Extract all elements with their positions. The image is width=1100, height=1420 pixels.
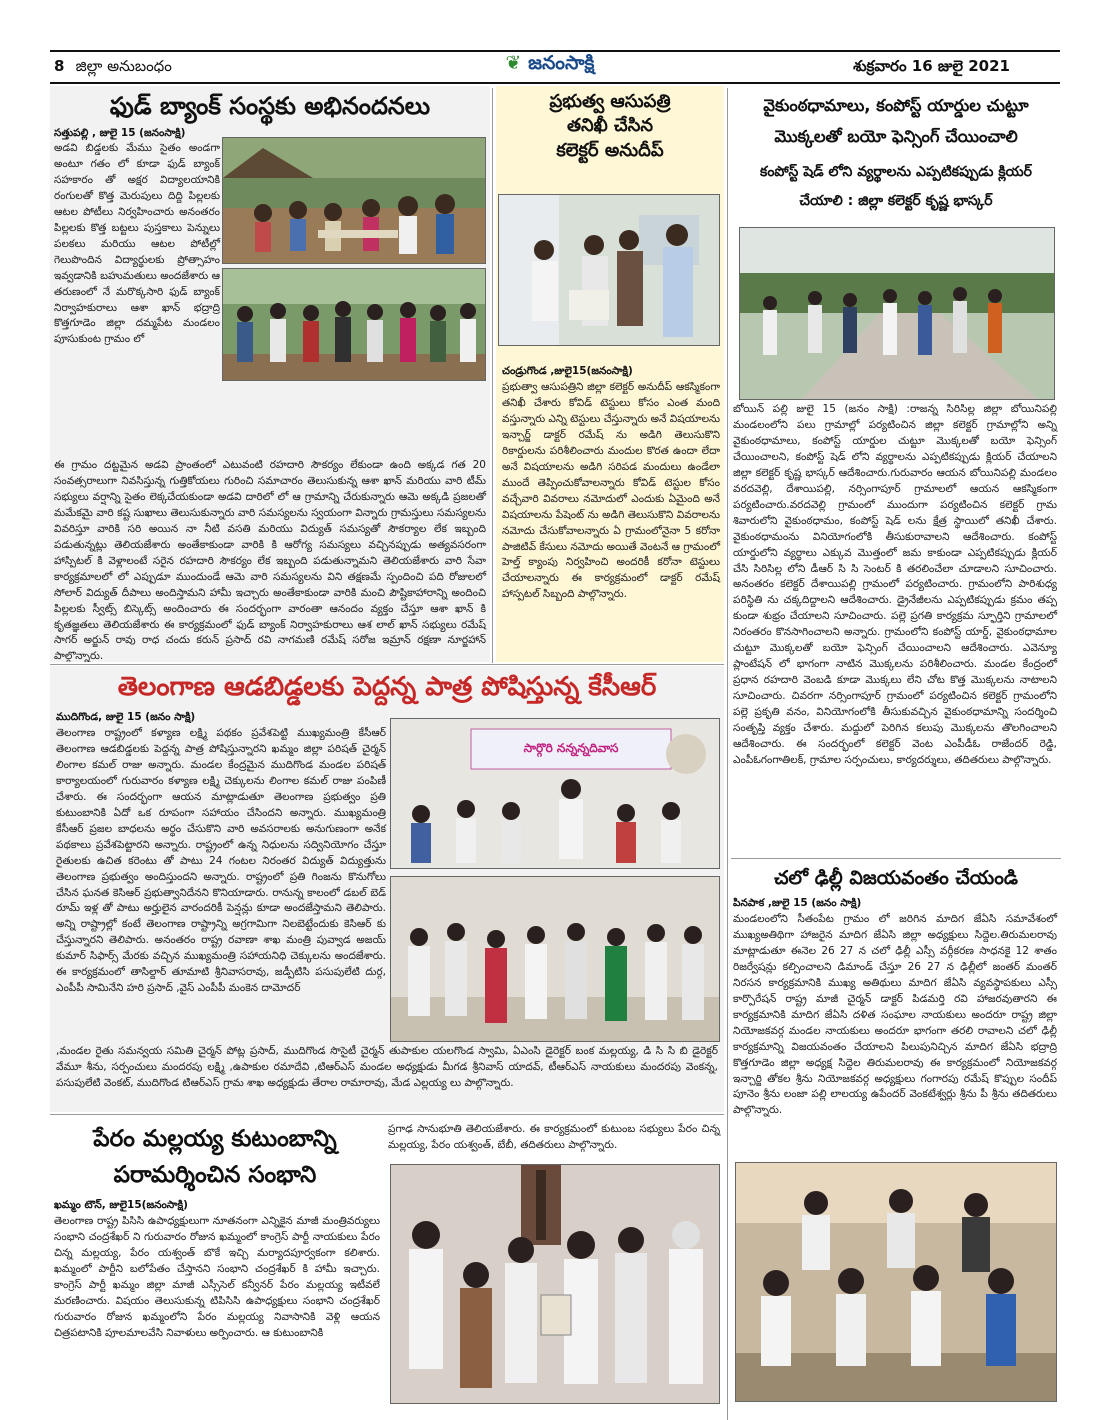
peram-headline-line2: పరామర్శించిన సంభాని bbox=[113, 1161, 317, 1188]
telangana-body-wide: ,మండల రైతు సమన్వయ సమితి చైర్మన్ పోట్ల ప్రసాద్, ముదిగొండ సొసైటీ చైర్మన్ తుపాకుల యలగొండ స్వామి, ఏఎంసి డైరెక్టర్ బంక మల్లయ్య, డి సి సి బి డైరెక్టర్ వేమూ శీను, సర్పంచులు మందరపు లక్ష్మి ,ఉపాకుల రమాదేవి ,టిఆర్ఎస్ మండల అధ్యక్షుడు మీగడ శ్రీనివాస్ యాదవ్, టీఆర్ఎస్ నాయకులు మందరపు వెంకన్న, పసుపులేటి వెంకట్, ముదిగొండ టిఆర్ఎస్ గ్రామ శాఖ అధ్యక్షుడు తేరాల రామారావు, మేడ ఎల్లయ్య లు పాల్గొన్నారు. bbox=[56, 1045, 718, 1089]
food-bank-para1: అడవి బిడ్డలకు మేము సైతం అండగా అంటూ గతం లో కూడా ఫుడ్ బ్యాంక్ సహకారం తో అక్షర విద్యాలయానికి రంగులతో కొత్త మెరుపులు దిద్ది పిల్లలకు ఆటల పోటీలు నిర్వహించారు అనంతరం పిల్లలకు కొత్త బట్టలు పుస్తకాలు పెన్నులు పలకలు మరియు ఆటల పోటీల్లో గెలుపొందిన విద్యార్థులకు ప్రోత్సాహం ఇవ్వడానికి బహుమతులు అందజేశారు ఆ తరుణంలో నే మరొక్కసారి ఫుడ్ బ్యాంక్ నిర్వాహకురాలు ఆశా ఖాన్ భద్రాద్రి కొత్తగూడెం జిల్లా దమ్మపేట మండలం పూసుకుంట గ్రామం లో bbox=[54, 142, 220, 346]
section-name: జిల్లా అనుబంధం bbox=[75, 57, 172, 75]
peram-headline-line1: పేరం మల్లయ్య కుటుంబాన్ని bbox=[93, 1126, 337, 1152]
chalo-photo bbox=[735, 1162, 1057, 1402]
vaikunta-photo bbox=[739, 227, 1055, 400]
paper-logo bbox=[420, 52, 680, 80]
vaikunta-subhead-line1: కంపోస్ట్ షెడ్ లోని వ్యర్థాలను ఎప్పటికప్పుడు క్లియర్ bbox=[760, 164, 1032, 180]
hospital-headline bbox=[496, 90, 724, 163]
hospital-article bbox=[496, 86, 724, 662]
vaikunta-subhead bbox=[731, 158, 1061, 217]
food-bank-para2: ఈ గ్రామం దట్టమైన అడవి ప్రాంతంలో ఎటువంటి రహదారి సౌకర్యం లేకుండా ఉంది అక్కడ గత 20 సంవత్సరాలుగా నివసిస్తున్న గుత్తికోయలు గురించి సమాచారం తెలుసుకున్న ఆశా ఖాన్ మరియు వారి టీమ్ సభ్యులు వర్షాన్ని సైతం లెక్కచేయకుండా అడవి దారిలో లో ఆ గ్రామాన్ని చేరుకున్నారు ఆమె అక్కడి ప్రజలతో మమేకమై వారి కష్ట సుఖాలు తెలుసుకున్నారు వారి సమస్యలను స్వయంగా విన్నారు గ్రామస్తులు సమస్యలను వివరిస్తూ వారికి సరి అయిన నా నీటి వసతి మరియు విద్యుత్ సమస్యతో సౌకర్యాల లేక ఇబ్బంది పడుతున్నట్లు తెలియజేశారు అంతేకాకుండా వారికి కి ఆరోగ్య సమస్యలు వచ్చినప్పుడు అత్యవసరంగా హాస్పిటల్ కి వెళ్లాలంటే సరైన రహదారి సౌకర్యం లేక ఇబ్బంది పడుతున్నామని తెలియజేశారు వారి సేవా కార్యక్రమాలలో లో ఎప్పుడూ ముందుండే ఆమె వారి సమస్యలను విని తక్షణమే స్పందించి పది రోజులలో సోలార్ విద్యుత్ దీపాలు అందిస్తామని హామీ ఇచ్చారు అంతేకాకుండా వారికి మంచి పౌష్టికాహారాన్ని అందించి పిల్లలకు స్వీట్స్ బిస్కెట్స్ అందించారు ఈ సందర్భంగా వారంతా ఆనందం వ్యక్తం చేస్తూ ఆశా ఖాన్ కి కృతజ్ఞతలు తెలియజేశారు ఈ కార్యక్రమంలో ఫుడ్ బ్యాంక్ నిర్వాహకురాలు ఆశ లాల్ ఖాన్ సభ్యులు రమేష్ సాగర్ అర్జున్ రావు రాధ చందు కరున్ ప్రసాద్ రవి నాగమణి రమేష్ సరోజ ఇమ్రాన్ రక్షణా నూర్జహాన్ పాల్గొన్నారు. bbox=[54, 459, 486, 662]
food-bank-dateline: సత్తుపల్లి , జులై 15 (జనంసాక్షి) bbox=[54, 127, 186, 139]
peram-body: తెలంగాణ రాష్ట్ర పిసిసి ఉపాధ్యక్షులుగా నూతనంగా ఎన్నికైన మాజీ మంత్రివర్యులు సంభాని చంద్రశేఖర్ ని గురువారం రోజున ఖమ్మంలో కాంగ్రెస్ పార్టీ నాయకులు పేరం చిన్న మల్లయ్య, పేరం యశ్వంత్ బొకే ఇచ్చి మర్యాదపూర్వకంగా కలిశారు. ఖమ్మంలో పార్టీని బలోపేతం చేస్తానని సంభాని చంద్రశేఖర్ కి హామీ ఇచ్చారు. కాంగ్రెస్ పార్టీ ఖమ్మం జిల్లా మాజీ ఎస్సీసెల్ కన్వీనర్ పేరం మల్లయ్య ఇటీవలే మరణించారు. విషయం తెలుసుకున్న టిపిసిసి ఉపాధ్యక్షులు సంభాని చంద్రశేఖర్ గురువారం రోజున ఖమ్మంలోని పేరం మల్లయ్య నివాసానికి వెళ్లి ఆయన చిత్రపటానికి పూలమాలవేసి నివాళులు అర్పించారు. ఆ కుటుంబానికి bbox=[54, 1215, 380, 1339]
leaf-icon: ❦ bbox=[505, 52, 522, 74]
section-rule bbox=[50, 664, 724, 665]
telangana-body: తెలంగాణ రాష్ట్రంలో కళ్యాణ లక్ష్మి పథకం ప్రవేశపెట్టి ముఖ్యమంత్రి కేసీఆర్ తెలంగాణ ఆడబిడ్డలకు పెద్దన్న పాత్ర పోషిస్తున్నారని ఖమ్మం జిల్లా పరిషత్ చైర్మన్ లింగాల కమల్ రాజు అన్నారు. మండల కేంద్రమైన ముదిగొండ మండల పరిషత్ కార్యాలయంలో గురువారం కళ్యాణ లక్ష్మి చెక్కులను లింగాల కమల్ రాజు పంపిణీ చేశారు. ఈ సందర్భంగా ఆయన మాట్లాడుతూ తెలంగాణ ప్రభుత్వం ప్రతి కుటుంబానికి ఏదో ఒక రూపంగా సహాయం చేసిందని అన్నారు. ముఖ్యమంత్రి కేసీఆర్ ప్రజల బాధలను అర్థం చేసుకొని వారి అవసరాలకు అనుగుణంగా అనేక పథకాలు ప్రవేశపెట్టారని అన్నారు. రాష్ట్రంలో ఉన్న నిధులను సద్వినియోగం చేస్తూ రైతులకు ఉచిత కరెంటు తో పాటు 24 గంటల నిరంతర విద్యుత్ విద్యుత్తును తెలంగాణ ప్రభుత్వం అందిస్తుందని అన్నారు. రాష్ట్రంలో ప్రతి గింజను కొనుగోలు చేసిన ఘనత కెసిఆర్ ప్రభుత్వానిదేనని కొనియాడారు. రానున్న కాలంలో డబల్ బెడ్ రూమ్ ఇళ్ల తో పాటు అర్హులైన వారందరికీ పెన్షన్లు కూడా అందజేస్తామని తెలిపారు. అన్ని రాష్ట్రాల్లో కంటే తెలంగాణ రాష్ట్రాన్ని అగ్రగామిగా నిలబెట్టేందుకు కెసిఆర్ కు చేస్తున్నారని తెలిపారు. అనంతరం రాష్ట్ర రవాణా శాఖ మంత్రి పువ్వాడ అజయ్ కుమార్ సిఫార్స్ మేరకు వచ్చిన ముఖ్యమంత్రి సహాయనిధి చెక్కులను అందజేశారు. ఈ కార్యక్రమంలో తాసిల్దార్ తూమాటి శ్రీనివాసరావు, జడ్పీటిసి పసుపులేటి దుర్గ, ఎంపీపీ సామినేని హరి ప్రసాద్ ,వైస్ ఎంపీపీ మంకెన దామోదర్ bbox=[56, 727, 386, 995]
issue-date: శుక్రవారం 16 జులై 2021 bbox=[853, 57, 1010, 75]
food-bank-photo-2 bbox=[222, 268, 486, 381]
peram-headline bbox=[50, 1122, 380, 1193]
paper-name: జనంసాక్షి bbox=[528, 52, 595, 74]
section-rule bbox=[50, 1114, 724, 1115]
vaikunta-article bbox=[731, 86, 1061, 856]
vaikunta-body: బోయిన్ పల్లి జులై 15 (జనం సాక్షి) :రాజన్న సిరిసిల్ల జిల్లా బోయినిపల్లి మండలంలోని పలు గ్రామాల్లో పర్యటించిన జిల్లా కలెక్టర్ గ్రామాల్లోని అన్ని వైకుంఠధామాలు, కంపోస్ట్ యార్డుల చుట్టూ మొక్కలతో బయో ఫెన్సింగ్ చేయించాలని, కంపోస్ట్ షెడ్ లోని వ్యర్థాలను ఎప్పటికప్పుడు క్లియర్ చేయాలని జిల్లా కలెక్టర్ కృష్ణ భాస్కర్ ఆదేశించారు.గురువారం ఆయన బోయినిపల్లి మండలం వరదవెల్లి, దేశాయిపల్లి, నర్సింగాపూర్ గ్రామాలలో ఆయన ఆకస్మికంగా పర్యటించారు.వరదవెల్లి గ్రామంలో ముందుగా పర్యటించిన కలెక్టర్ గ్రామ శివారులోని వైకుంఠధామం, కంపోస్ట్ షెడ్ లను క్షేత్ర స్థాయిలో తనిఖీ చేశారు. వైకుంఠధామంను వినియోగంలోకి తీసుకురావాలని ఆదేశించారు. కంపోస్ట్ యార్డులోని వ్యర్థాలు ఎక్కువ మొత్తంలో జమ కాకుండా ఎప్పటికప్పుడు క్లియర్ చేసి సిరిసిల్ల లోని డీఆర్ సి సి సెంటర్ కి తరలించేలా చూడాలని సూచించారు. అనంతరం కలెక్టర్ దేశాయిపల్లి గ్రామంలో పర్యటించారు. గ్రామంలోని పారిశుధ్య పరిస్థితి ను చక్కదిద్దాలని ఆదేశించారు. డ్రైనేజీలను ఎప్పటికప్పుడు క్రమం తప్ప కుండా శుభ్రం చేయాలని సూచించారు. పల్లె ప్రగతి కార్యక్రమ స్ఫూర్తిని గ్రామాలలో నిరంతరం కొనసాగించాలని అన్నారు. గ్రామంలోని కంపోస్ట్ యార్డ్, వైకుంఠధామాల చుట్టూ మొక్కలతో బయో ఫెన్సింగ్ చేయించాలని ఆదేశించారు. ఎవెన్యూ ప్లాంటేషన్ లో భాగంగా నాటిన మొక్కలను పరిశీలించారు. మండల కేంద్రంలో ప్రధాన రహదారి వెంబడి కూడా మొక్కలు లేని చోట కొత్త మొక్కలను నాటాలని సూచించారు. చివరగా నర్సింగాపూర్ గ్రామంలో పర్యటించిన కలెక్టర్ గ్రామంలోని పల్లె ప్రకృతి వనం, వినియోగంలోకి తీసుకువచ్చిన వైకుంఠధామాన్ని సందర్శించి సంతృప్తి వ్యక్తం చేశారు. మద్దులో పెరిగిన కలుపు మొక్కలను తొలగించాలని ఆదేశించారు. ఈ సందర్భంలో కలెక్టర్ వెంట ఎంపీడీఓ రాజేందర్ రెడ్డి, ఎంపీఓగంగాతిలక్, గ్రామాల సర్పంచులు, కార్యదర్శులు, తదితరులు పాల్గొన్నారు. bbox=[733, 403, 1057, 766]
hospital-headline-line3: కలెక్టర్ అనుదీప్ bbox=[556, 139, 664, 161]
peram-body-cont: ప్రగాఢ సానుభూతి తెలియజేశారు. ఈ కార్యక్రమంలో కుటుంబ సభ్యులు పేరం చిన్న మల్లయ్య, పేరం యశ్వంత్, బేబీ, తదితరులు పాల్గొన్నారు. bbox=[388, 1123, 720, 1151]
telangana-photo-2 bbox=[390, 876, 720, 1042]
banner-text: సార్గొరి నన్నన్నదివాస bbox=[523, 741, 619, 755]
chalo-dateline: పినపాక ,జులై 15 (జనం సాక్షి) bbox=[733, 897, 862, 909]
chalo-body: మండలంలోని సీతంపేట గ్రామం లో జరిగిన మాదిగ జేఏసి సమావేశంలో ముఖ్యఅతిథిగా హాజరైన మాదిగ జేఏసి జిల్లా అధ్యక్షులు సిద్దెల.తిరుమలరావు మాట్లాడుతూ ఈనెల 26 27 న చలో ఢిల్లీ ఎస్సీ వర్గీకరణ సాధనకై 12 శాతం రిజర్వేషన్లు కల్పించాలని డిమాండ్ చేస్తూ 26 27 న ఢిల్లీలో జంతర్ మంతర్ నిరసన కార్యక్రమానికి ముఖ్య అతిథులు మాదిగ జేఏసి వ్యవస్థాపకులు ఎస్సీ కార్పొరేషన్ రాష్ట్ర మాజీ చైర్మన్ డాక్టర్ పిడమర్తి రవి హాజరవుతారని ఈ కార్యక్రమానికి మాదిగ జేఏసి దళిత సంఘాల నాయకులు అందరూ రాష్ట్ర జిల్లా నియోజకవర్గ మండల నాయకులు అందరూ భాగంగా తరలి రావాలని చలో ఢిల్లీ కార్యక్రమాన్ని విజయవంతం చేయాలని పిలుపునిచ్చిన మాదిగ జేఏసి భద్రాద్రి కొత్తగూడెం జిల్లా అధ్యక్ష సిద్దెల తిరుమలరావు ఈ కార్యక్రమంలో నియోజకవర్గ ఇన్చార్జి తోకల శ్రీను నియోజకవర్గ అధ్యక్షులు గంగారపు రమేష్ కొప్పుల సందీప్ పూనెం శ్రీను లంజా పల్లి లాలయ్య ఉపేందర్ వెంకటేశ్వర్లు శ్రీను పీ శ్రీను తదితరులు పాల్గొన్నారు. bbox=[733, 913, 1057, 1117]
chalo-headline: చలో ఢిల్లీ విజయవంతం చేయండి bbox=[774, 867, 1018, 889]
telangana-photo-1 bbox=[390, 718, 720, 869]
chalo-article bbox=[731, 862, 1061, 1160]
telangana-headline: తెలంగాణ ఆడబిడ్డలకు పెద్దన్న పాత్ర పోషిస్తున్న కేసీఆర్ bbox=[117, 672, 657, 702]
section-rule bbox=[731, 858, 1061, 859]
hospital-headline-line2: తనిఖీ చేసిన bbox=[567, 115, 653, 137]
vaikunta-headline-line2: మొక్కలతో బయో ఫెన్సింగ్ చేయించాలి bbox=[774, 127, 1018, 147]
vaikunta-headline bbox=[731, 90, 1061, 153]
telangana-dateline: ముదిగొండ, జులై 15 (జనం సాక్షి) bbox=[56, 711, 196, 723]
hospital-photo bbox=[498, 194, 720, 346]
hospital-dateline: చండ్రుగొండ ,జులై15(జనంసాక్షి) bbox=[502, 365, 633, 377]
hospital-body: ప్రభుత్వా ఆసుపత్రిని జిల్లా కలెక్టర్ అనుదీప్ ఆకస్మికంగా తనిఖీ చేశారు కోవిడ్ టెస్టులు కోసం ఎంత మంది వస్తున్నారు ఎన్ని టెస్టులు చేస్తున్నారు అనే విషయాలను ఇన్చార్జ్ డాక్టర్ రమేష్ ను అడిగి తెలుసుకొని రికార్డులను పరిశీలించారు మందుల కొరత ఉందా లేదా అనే విషయాలను అడిగి సరిపడ మందులు ఉండేలా ముందే తెప్పించుకోవాలన్నారు కోవిడ్ టెస్టుల కోసం వచ్చేవారి వివరాలు నమోదులో ఎందుకు ఏమైంది అనే విషయాలను పేషెంట్ ను అడిగి తెలుసుకొని వివరాలను నమోదు చేసుకోవాలన్నారు ఏ గ్రామంలోనైనా 5 కరోనా పాజిటివ్ కేసులు నమోదు అయితే వెంటనే ఆ గ్రామంలో హెల్త్ క్యాంపు నిర్వహించి అందరికీ కరోనా టెస్టులు చేయాలన్నారు ఈ కార్యక్రమంలో డాక్టర్ రమేష్ హాస్పటల్ సిబ్బంది పాల్గొన్నారు. bbox=[502, 381, 721, 601]
column-rule bbox=[727, 88, 728, 1420]
food-bank-photo-1 bbox=[222, 137, 486, 264]
vaikunta-headline-line1: వైకుంఠధామాలు, కంపోస్ట్ యార్డుల చుట్టూ bbox=[763, 96, 1029, 115]
page-info bbox=[54, 57, 314, 79]
column-rule bbox=[492, 88, 493, 663]
peram-dateline: ఖమ్మం టౌన్, జులై15(జనంసాక్షి) bbox=[54, 1199, 188, 1211]
peram-photo bbox=[390, 1164, 720, 1404]
hospital-headline-line1: ప్రభుత్వ ఆసుపత్రి bbox=[549, 91, 671, 112]
masthead-bottom-rule bbox=[50, 82, 1060, 84]
food-bank-headline: ఫుడ్ బ్యాంక్ సంస్థకు అభినందనలు bbox=[109, 92, 431, 120]
vaikunta-subhead-line2: చేయాలి : జిల్లా కలెక్టర్ కృష్ణ భాస్కర్ bbox=[799, 193, 993, 210]
page-number: 8 bbox=[54, 57, 65, 75]
